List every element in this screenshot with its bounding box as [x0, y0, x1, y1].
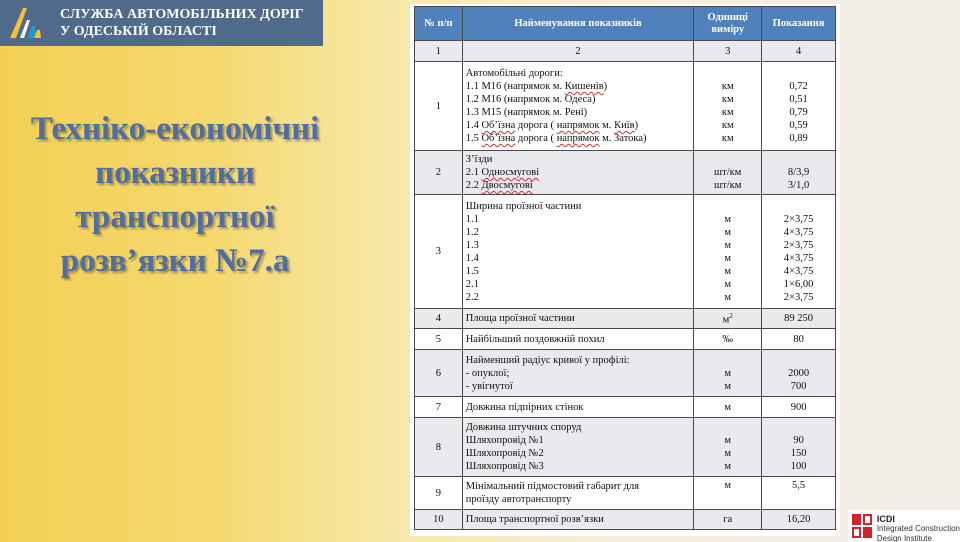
row-line: Мінімальний підмостовий габарит для	[465, 481, 640, 492]
row-name: Довжина підпірних стінок	[462, 397, 694, 418]
row-value: 1×6,00	[783, 278, 814, 290]
title-line-1: Техніко-економічні	[30, 111, 320, 147]
row-name	[462, 195, 694, 309]
row-value: 2000	[788, 367, 810, 379]
row-value	[765, 421, 832, 434]
org-line-2: У ОДЕСЬКІЙ ОБЛАСТІ	[60, 24, 217, 39]
row-unit: км	[721, 107, 734, 118]
row-value: 100	[790, 461, 807, 472]
row-units	[694, 151, 762, 195]
row-number: 2	[415, 151, 463, 195]
row-value: 2×3,75	[783, 239, 814, 251]
row-value: 0,51	[789, 94, 808, 105]
row-line: 1.3	[465, 239, 479, 251]
row-name	[462, 418, 694, 477]
row-unit	[694, 309, 762, 329]
row-value: 3/1,0	[787, 180, 810, 191]
row-value: 90	[793, 435, 804, 446]
row-line: Найменший радіус кривої у профілі:	[465, 354, 630, 366]
row-unit: м	[724, 239, 732, 251]
row-number: 3	[415, 195, 463, 309]
row-number: 10	[415, 510, 463, 530]
row-unit	[697, 421, 758, 434]
row-line: 2.1	[465, 278, 479, 290]
row-line: 1.2	[465, 226, 479, 238]
row-value: 900	[762, 397, 836, 418]
row-value: 16,20	[762, 510, 836, 530]
title-line-4: розв’язки №7.а	[60, 243, 290, 279]
header-name: Найменування показників	[462, 7, 694, 41]
row-line: 1.5	[465, 265, 479, 277]
row-line: 2.2	[465, 291, 479, 303]
row-line: проїзду автотранспорту	[465, 494, 572, 505]
unit-superscript: 2	[729, 311, 733, 320]
col-number-1: 1	[415, 41, 463, 62]
row-unit: м	[724, 291, 732, 303]
row-value: 0,59	[789, 120, 808, 131]
table-row	[415, 151, 836, 195]
row-unit	[697, 67, 758, 80]
row-unit: м	[724, 278, 732, 290]
table-row	[415, 350, 836, 397]
header-value: Показання	[762, 7, 836, 41]
org-line-1: СЛУЖБА АВТОМОБІЛЬНИХ ДОРІГ	[60, 7, 304, 22]
column-number-row	[415, 41, 836, 62]
road-service-logo-icon	[0, 0, 50, 46]
row-value	[765, 153, 832, 166]
row-number: 7	[415, 397, 463, 418]
icdi-mark-icon	[852, 514, 872, 538]
row-unit: км	[721, 120, 734, 131]
row-values	[762, 350, 836, 397]
row-line: - увігнутої	[465, 380, 513, 392]
row-unit: м	[724, 380, 732, 392]
table-row	[415, 62, 836, 151]
title-line-3: транспортної	[75, 199, 275, 235]
row-name	[462, 151, 694, 195]
table-row	[415, 329, 836, 350]
row-value: 700	[790, 380, 807, 392]
row-unit: га	[694, 510, 762, 530]
row-unit: км	[721, 94, 734, 105]
table-row	[415, 477, 836, 510]
row-line: 1.2 М16 (напрямок м. Одеса)	[465, 94, 596, 105]
row-line: Шляхопровід №1	[465, 435, 544, 446]
row-unit: м	[724, 367, 732, 379]
row-name	[462, 350, 694, 397]
icdi-subtitle-2: Design Institute	[876, 534, 932, 542]
row-number: 6	[415, 350, 463, 397]
indicators-table	[414, 6, 836, 530]
row-line: 1.1	[465, 213, 479, 225]
row-name	[462, 477, 694, 510]
row-name: Найбільший поздовжній похил	[462, 329, 694, 350]
row-units	[694, 62, 762, 151]
row-unit: м	[724, 226, 732, 238]
row-value: 2×3,75	[783, 213, 814, 225]
row-unit: м	[724, 265, 732, 277]
row-unit: шт/км	[714, 180, 742, 191]
row-name: Площа проїзної частини	[462, 309, 694, 329]
row-value: 89 250	[762, 309, 836, 329]
title-line-2: показники	[95, 155, 255, 191]
row-units	[694, 350, 762, 397]
row-value	[765, 200, 832, 213]
org-header	[0, 0, 323, 46]
row-unit: шт/км	[714, 167, 742, 178]
row-line: 1.4	[465, 252, 479, 264]
row-number: 1	[415, 62, 463, 151]
row-number: 8	[415, 418, 463, 477]
unit-text: м	[722, 314, 730, 326]
row-unit: км	[721, 133, 734, 144]
icdi-name: ICDI	[876, 514, 895, 524]
col-number-4: 4	[762, 41, 836, 62]
table-row	[415, 195, 836, 309]
row-name	[462, 62, 694, 151]
row-line: Автомобільні дороги:	[465, 68, 563, 79]
slide-title	[0, 107, 350, 283]
row-values	[762, 151, 836, 195]
org-name	[50, 6, 304, 40]
row-values	[762, 62, 836, 151]
row-units	[694, 418, 762, 477]
row-unit: ‰	[694, 329, 762, 350]
row-value	[765, 354, 832, 367]
row-line: - опуклої;	[465, 367, 510, 379]
row-units	[694, 195, 762, 309]
row-value: 8/3,9	[787, 167, 810, 178]
row-line: Шляхопровід №3	[465, 461, 544, 472]
table-row	[415, 418, 836, 477]
col-number-2: 2	[462, 41, 694, 62]
row-unit: км	[721, 81, 734, 92]
icdi-logo	[848, 510, 960, 542]
icdi-subtitle-1: Integrated Construction	[876, 524, 960, 533]
table-header-row	[415, 7, 836, 41]
row-line: 1.3 М15 (напрямок м. Рені)	[465, 107, 588, 118]
row-value: 0,79	[789, 107, 808, 118]
icdi-text	[872, 514, 960, 542]
row-value	[765, 67, 832, 80]
col-number-3: 3	[694, 41, 762, 62]
row-value: 4×3,75	[783, 252, 814, 264]
row-unit: м	[724, 448, 732, 459]
row-unit: м	[724, 435, 732, 446]
row-line: 1.1 М16 (напрямок м. Кишенів)	[465, 81, 608, 92]
header-number: № п/п	[415, 7, 463, 41]
row-number: 5	[415, 329, 463, 350]
row-value: 5,5	[762, 477, 836, 510]
row-line: Довжина штучних споруд	[465, 422, 582, 433]
row-line: З’їзди	[465, 154, 493, 165]
row-unit: м	[724, 461, 732, 472]
row-value: 0,89	[789, 133, 808, 144]
row-unit	[697, 200, 758, 213]
row-line: 1.5 Об’їзна дорога ( напрямок м. Затока)	[465, 133, 647, 144]
row-value: 0,72	[789, 81, 808, 92]
row-name: Площа транспортної розв’язки	[462, 510, 694, 530]
row-line: 2.1 Односмугові	[465, 167, 540, 178]
row-line: Ширина проїзної частини	[465, 200, 582, 212]
row-values	[762, 195, 836, 309]
row-value: 4×3,75	[783, 265, 814, 277]
table-row	[415, 510, 836, 530]
row-line: 2.2 Двосмугові	[465, 180, 533, 191]
row-values	[762, 418, 836, 477]
row-unit	[697, 354, 758, 367]
table-row	[415, 397, 836, 418]
row-value: 150	[790, 448, 807, 459]
row-unit: м	[724, 213, 732, 225]
row-unit: м	[694, 397, 762, 418]
header-unit: Одиниці виміру	[694, 7, 762, 41]
row-value: 4×3,75	[783, 226, 814, 238]
row-value: 2×3,75	[783, 291, 814, 303]
row-line: 1.4 Об’їзна дорога ( напрямок м. Київ)	[465, 120, 639, 131]
row-number: 4	[415, 309, 463, 329]
row-unit: м	[694, 477, 762, 510]
row-unit	[697, 153, 758, 166]
row-number: 9	[415, 477, 463, 510]
row-unit: м	[724, 252, 732, 264]
row-value: 80	[762, 329, 836, 350]
table-row	[415, 309, 836, 329]
indicators-sheet	[410, 4, 840, 536]
row-line: Шляхопровід №2	[465, 448, 544, 459]
